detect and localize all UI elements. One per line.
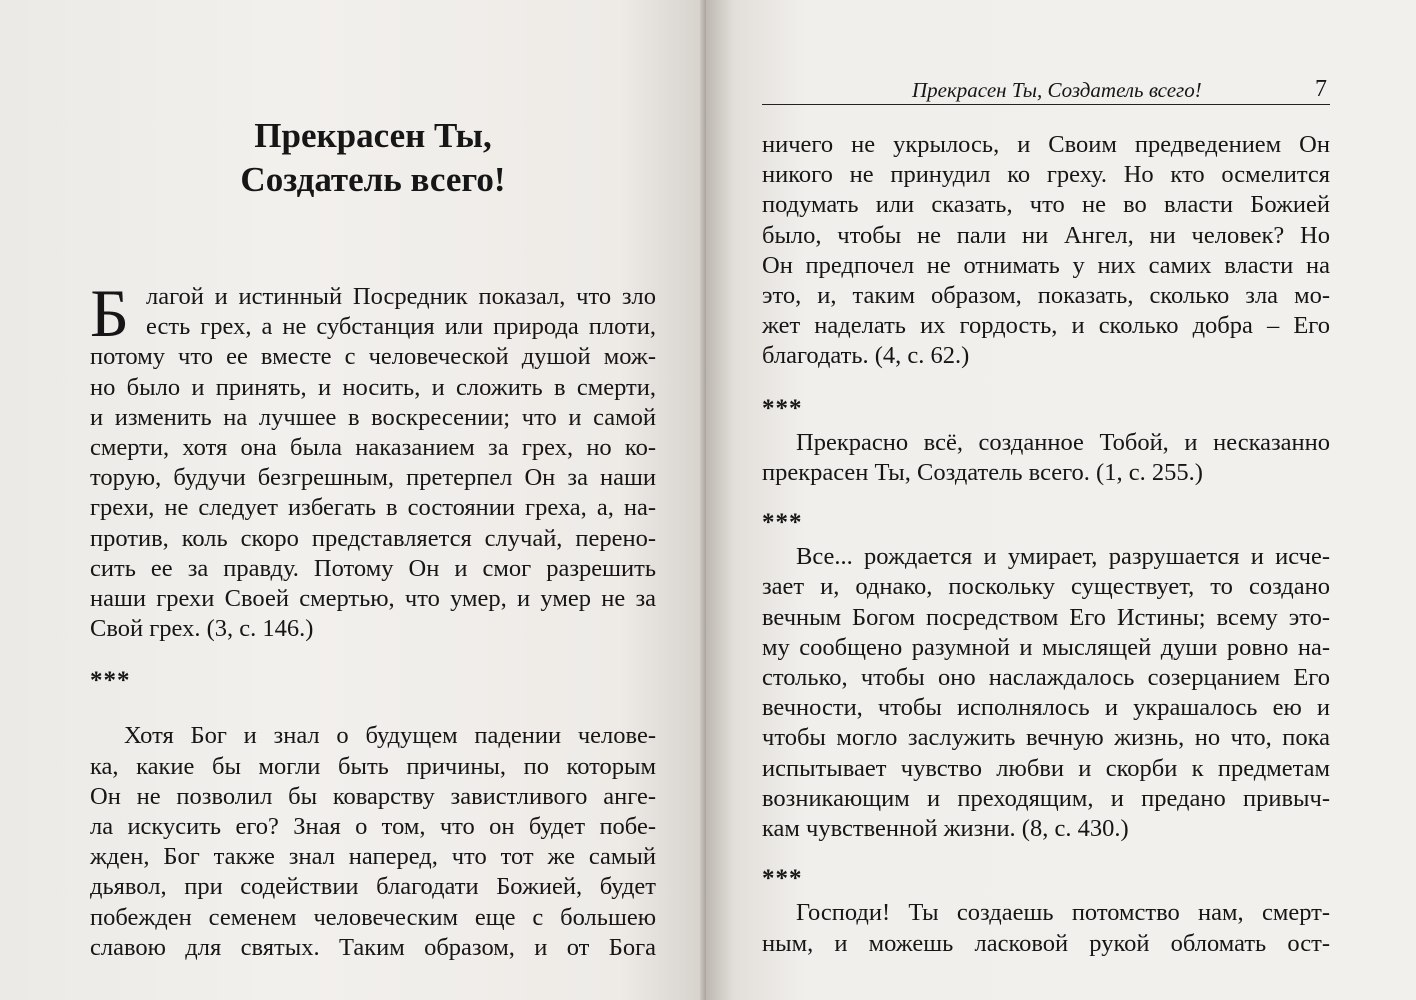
text-line: побежден семенем человеческим еще с большею bbox=[90, 903, 656, 931]
text-line: благодать. (4, с. 62.) bbox=[762, 342, 970, 370]
text-line: потому что ее вместе с человеческой душой мож- bbox=[90, 343, 656, 371]
text-line: ла искусить его? Зная о том, что он будет побе- bbox=[90, 813, 656, 840]
title-line-2: Создатель всего! bbox=[240, 160, 506, 199]
text-line: и изменить на лучшее в воскресении; что и самой bbox=[90, 403, 656, 431]
drop-cap: Б bbox=[90, 275, 130, 351]
text-line: это, и, таким образом, показать, сколько зла мо- bbox=[762, 281, 1330, 309]
text-line: зает и, однако, поскольку существует, то создано bbox=[762, 573, 1330, 601]
running-title: Прекрасен Ты, Создатель всего! bbox=[912, 78, 1202, 102]
text-line: Он предпочел не отнимать у них самих власти на bbox=[762, 251, 1330, 279]
text-line: грехи, не следует избегать в состоянии греха, а, на- bbox=[90, 494, 656, 522]
text-line: сить ее за правду. Потому Он и смог разрешить bbox=[90, 554, 656, 582]
text-line: торую, будучи безгрешным, претерпел Он за наши bbox=[90, 464, 656, 492]
text-line: столько, чтобы оно наслаждалось созерцанием Его bbox=[762, 664, 1330, 691]
text-line: Свой грех. (3, с. 146.) bbox=[90, 615, 314, 643]
text-line: но было и принять, и носить, и сложить в смерти, bbox=[90, 373, 656, 401]
running-header bbox=[762, 78, 1330, 105]
text-line: Хотя Бог и знал о будущем падении челове- bbox=[124, 722, 656, 750]
section-separator: *** bbox=[762, 865, 803, 893]
text-line: жет наделать их гордость, и сколько добра – Его bbox=[762, 312, 1330, 340]
text-line: кам чувственной жизни. (8, с. 430.) bbox=[762, 814, 1129, 842]
text-line: дьявол, при содействии благодати Божией, будет bbox=[90, 873, 656, 901]
text-line: му сообщено разумной и мыслящей души ровно на- bbox=[762, 633, 1330, 661]
text-line: прекрасен Ты, Создатель всего. (1, с. 255.) bbox=[762, 458, 1203, 486]
text-line: ка, какие бы могли быть причины, по которым bbox=[90, 752, 656, 780]
text-line: смерти, хотя она была наказанием за грех, но ко- bbox=[90, 433, 656, 461]
text-line: возникающим и преходящим, и предано привыч- bbox=[762, 784, 1330, 812]
text-line: ничего не укрылось, и Своим предведением Он bbox=[762, 131, 1330, 158]
right-page-body bbox=[762, 130, 1330, 959]
text-line: было, чтобы не пали ни Ангел, ни человек? Но bbox=[762, 221, 1330, 249]
text-line: вечным Богом посредством Его Истины; всему это- bbox=[762, 603, 1330, 631]
text-line: никого не принудил ко греху. Но кто осмелится bbox=[762, 161, 1330, 189]
left-page-body bbox=[90, 275, 656, 963]
text-line: ным, и можешь ласковой рукой обломать ост- bbox=[762, 929, 1330, 957]
section-separator: *** bbox=[90, 667, 131, 695]
chapter-title bbox=[88, 114, 658, 202]
section-separator: *** bbox=[762, 394, 803, 422]
text-line: Господи! Ты создаешь потомство нам, смерт- bbox=[796, 899, 1330, 927]
text-line: наши грехи Своей смертью, что умер, и умер не за bbox=[90, 584, 656, 612]
text-line: вечности, чтобы исполнялось и украшалось ею и bbox=[762, 694, 1330, 722]
text-line: есть грех, а не субстанция или природа плоти, bbox=[146, 313, 656, 341]
text-line: Все... рождается и умирает, разрушается и исче- bbox=[796, 543, 1330, 571]
section-separator: *** bbox=[762, 509, 803, 537]
text-line: жден, Бог также знал наперед, что тот же самый bbox=[90, 843, 656, 871]
text-line: против, коль скоро представляется случай, перено- bbox=[90, 524, 656, 552]
text-line: испытывает чувство любви и скорби к предметам bbox=[762, 754, 1330, 782]
title-line-1: Прекрасен Ты, bbox=[254, 116, 492, 155]
text-line: Он не позволил бы коварству завистливого анге- bbox=[90, 782, 656, 810]
page-number: 7 bbox=[1315, 76, 1327, 102]
text-line: подумать или сказать, что не во власти Божией bbox=[762, 191, 1330, 219]
text-line: Прекрасно всё, созданное Тобой, и несказанно bbox=[796, 428, 1330, 456]
text-line: лагой и истинный Посредник показал, что зло bbox=[146, 283, 656, 310]
text-line: славою для святых. Таким образом, и от Бога bbox=[90, 933, 656, 961]
text-line: чтобы могло заслужить вечную жизнь, но что, пока bbox=[762, 724, 1330, 752]
